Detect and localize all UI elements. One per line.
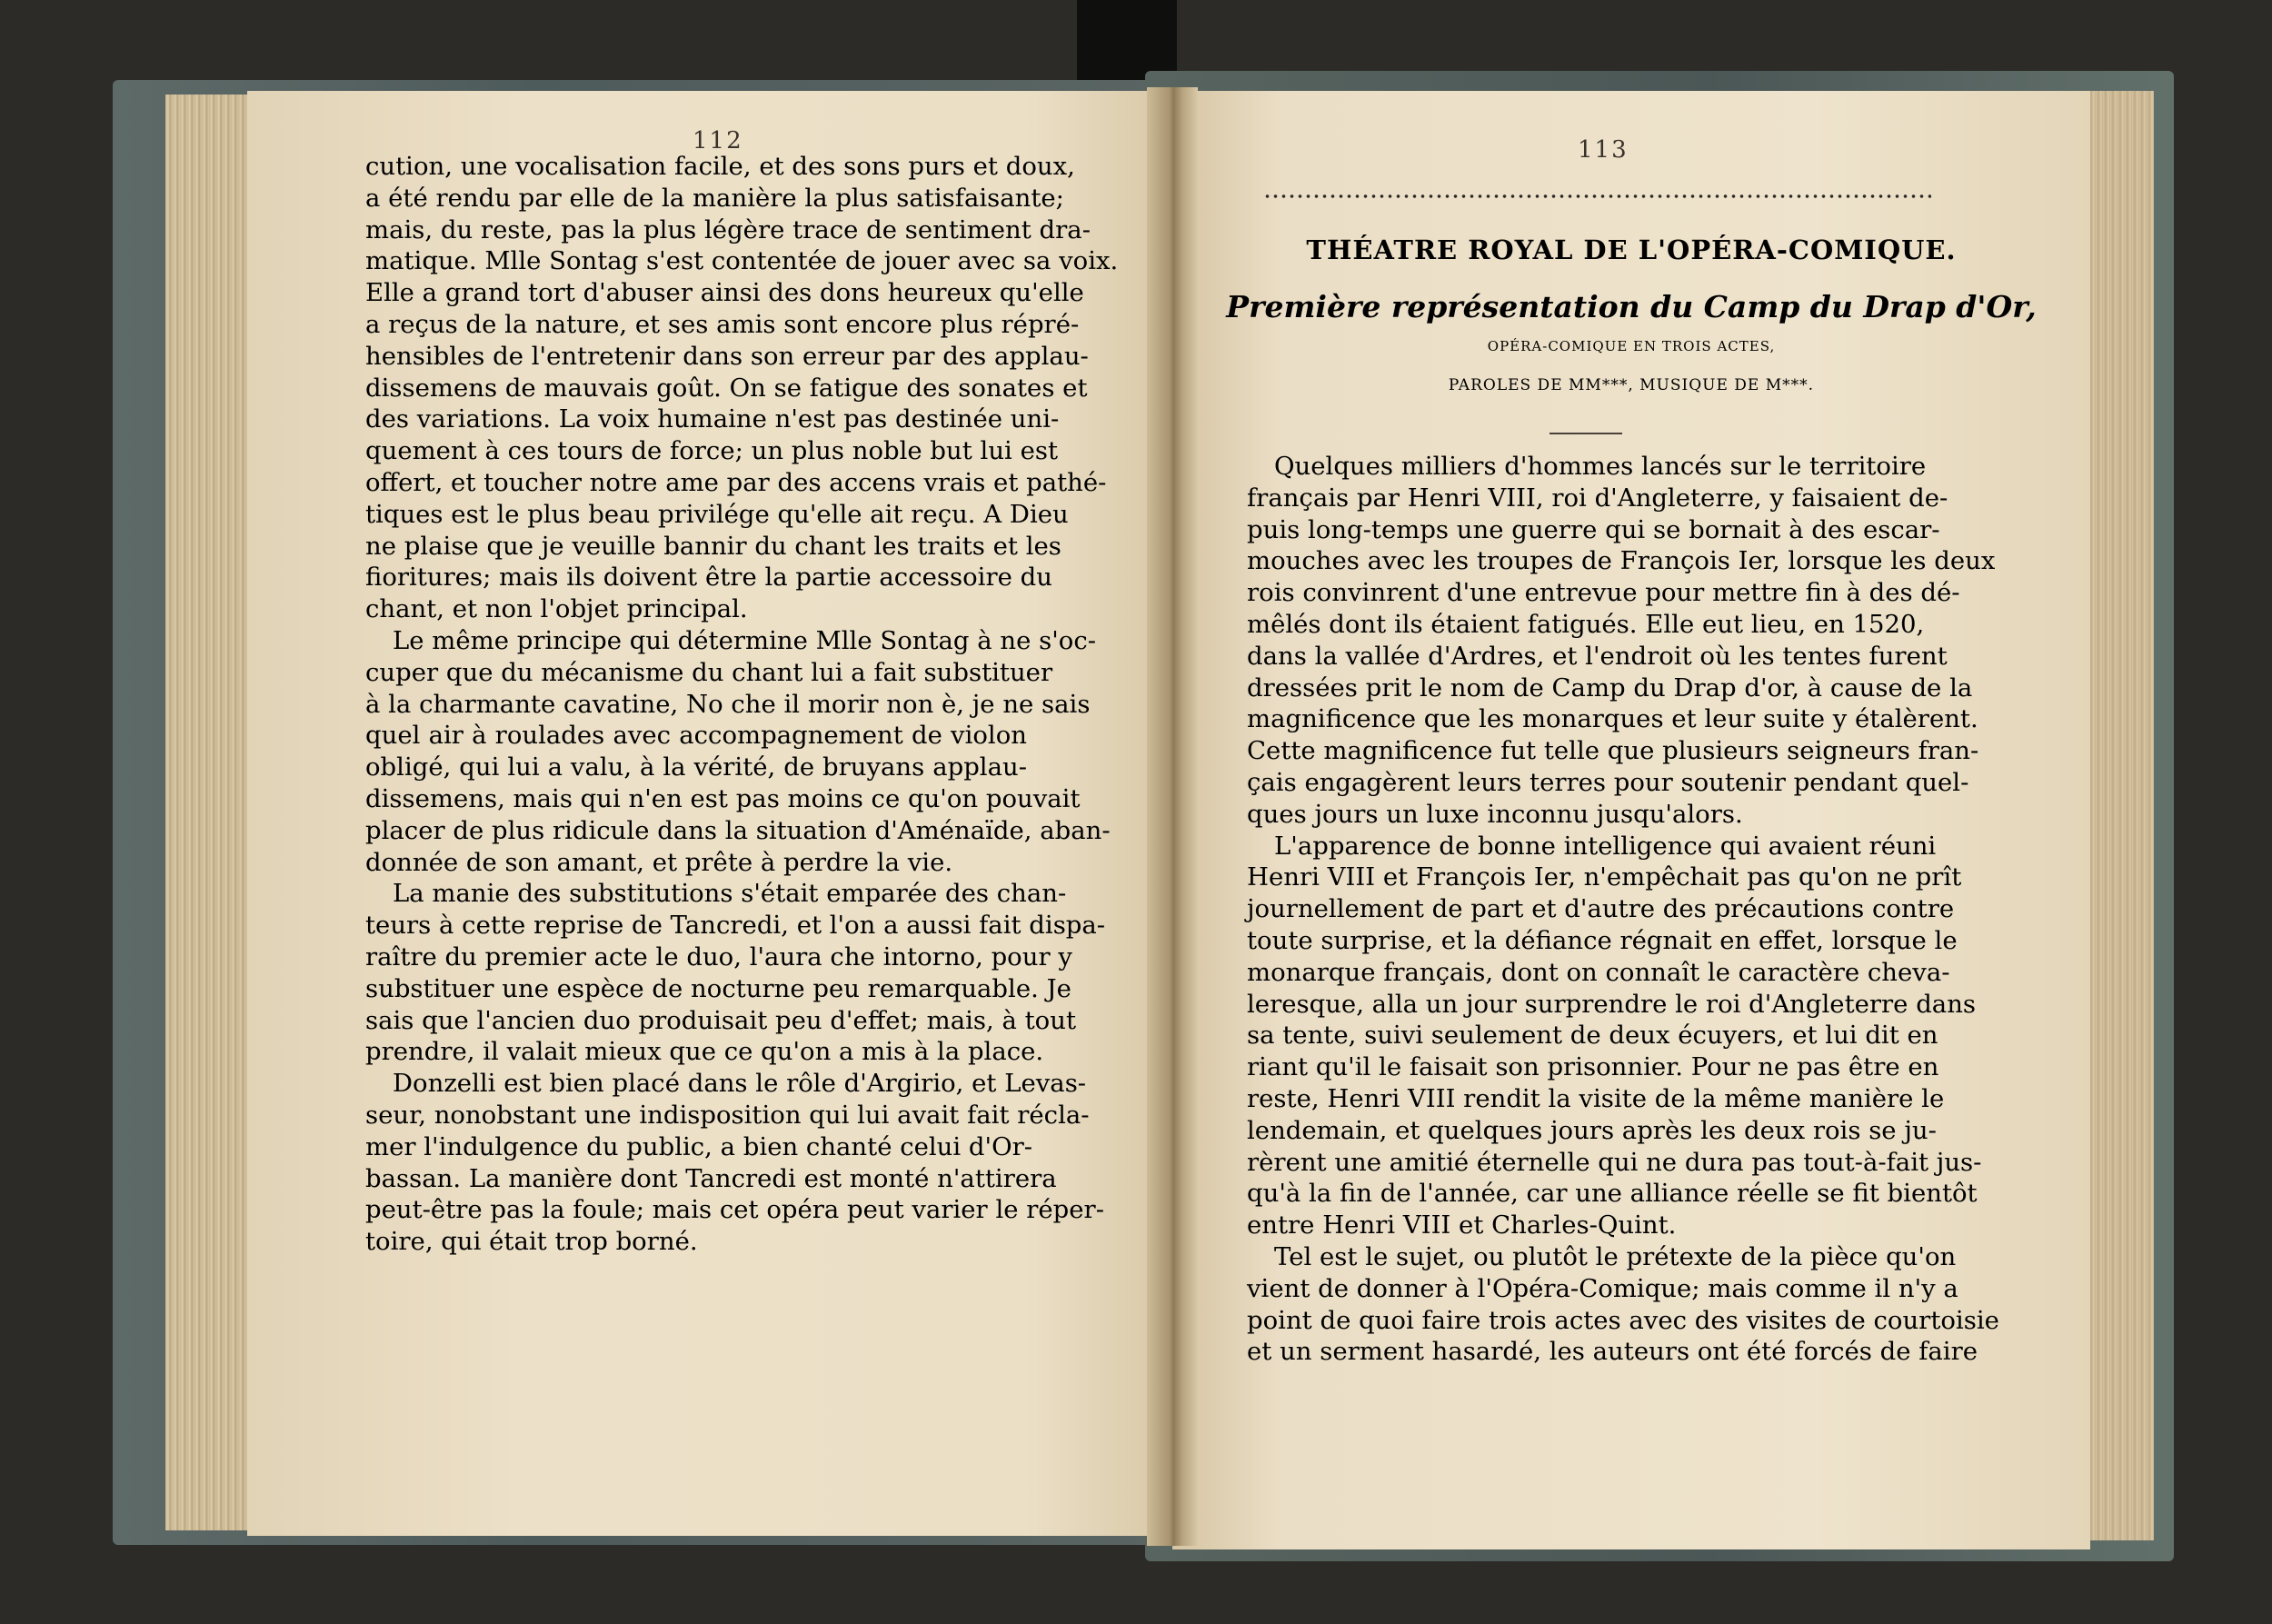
text-line: puis long-temps une guerre qui se bornait à des escar- — [1247, 514, 1940, 544]
text-line: toire, qui était trop borné. — [365, 1227, 698, 1257]
credits-line: PAROLES DE MM***, MUSIQUE DE M***. — [1448, 376, 1815, 394]
text-line: chant, et non l'objet principal. — [365, 594, 748, 624]
text-line: Quelques milliers d'hommes lancés sur le territoire — [1274, 452, 1927, 481]
right-page-edges — [2081, 91, 2154, 1540]
text-line: reste, Henri VIII rendit la visite de la même manière le — [1247, 1083, 1945, 1113]
text-line: matique. Mlle Sontag s'est contentée de jouer avec sa voix. — [365, 246, 1119, 276]
text-line: vient de donner à l'Opéra-Comique; mais comme il n'y a — [1247, 1273, 1958, 1303]
text-line: ne plaise que je veuille bannir du chant les traits et les — [365, 531, 1061, 561]
text-line: rois convinrent d'une entrevue pour mettre fin à des dé- — [1247, 578, 1960, 608]
right-page-text — [1247, 451, 1999, 1368]
text-line: Henri VIII et François Ier, n'empêchait pas qu'on ne prît — [1247, 862, 1962, 892]
text-line: mouches avec les troupes de François Ier, lorsque les deux — [1247, 546, 1996, 576]
text-line: des variations. La voix humaine n'est pas destinée uni- — [365, 404, 1060, 434]
text-line: rèrent une amitié éternelle qui ne dura pas tout-à-fait jus- — [1247, 1147, 1982, 1177]
short-rule — [1550, 433, 1622, 434]
text-line: leresque, alla un jour surprendre le roi d'Angleterre dans — [1247, 989, 1977, 1019]
text-line: a reçus de la nature, et ses amis sont encore plus répré- — [365, 309, 1080, 339]
text-line: tiques est le plus beau privilége qu'elle ait reçu. A Dieu — [365, 499, 1069, 529]
text-line: dissemens de mauvais goût. On se fatigue des sonates et — [365, 373, 1088, 403]
text-line: hensibles de l'entretenir dans son erreur par des applau- — [365, 341, 1089, 371]
genre-line: OPÉRA-COMIQUE EN TROIS ACTES, — [1487, 338, 1776, 354]
text-line: Cette magnificence fut telle que plusieurs seigneurs fran- — [1247, 736, 1979, 766]
text-line: quement à ces tours de force; un plus noble but lui est — [365, 436, 1059, 466]
text-line: seur, nonobstant une indisposition qui lui avait fait récla- — [365, 1100, 1090, 1130]
text-line: qu'à la fin de l'année, car une alliance réelle se fit bientôt — [1247, 1179, 1978, 1209]
text-line: quel air à roulades avec accompagnement de violon — [365, 721, 1027, 751]
text-line: lendemain, et quelques jours après les deux rois se ju- — [1247, 1115, 1937, 1145]
text-line: et un serment hasardé, les auteurs ont été forcés de faire — [1247, 1337, 1978, 1367]
text-line: bassan. La manière dont Tancredi est monté n'attirera — [365, 1163, 1057, 1193]
text-line: toute surprise, et la défiance régnait en effet, lorsque le — [1247, 925, 1958, 955]
text-line: à la charmante cavatine, No che il morir non è, je ne sais — [365, 689, 1091, 719]
text-line: substituer une espèce de nocturne peu remarquable. Je — [365, 973, 1071, 1003]
section-subheading: Première représentation du Camp du Drap d'Or, — [1226, 289, 2037, 324]
text-line: mer l'indulgence du public, a bien chanté celui d'Or- — [365, 1131, 1033, 1161]
text-line: peut-être pas la foule; mais cet opéra peut varier le réper- — [365, 1195, 1104, 1225]
right-page-number: 113 — [1578, 136, 1629, 164]
left-page-number: 112 — [693, 127, 743, 154]
text-line: dans la vallée d'Ardres, et l'endroit où les tentes furent — [1247, 641, 1948, 671]
section-heading: THÉATRE ROYAL DE L'OPÉRA-COMIQUE. — [1306, 234, 1957, 265]
text-line: Elle a grand tort d'abuser ainsi des dons heureux qu'elle — [365, 278, 1084, 308]
text-line: raître du premier acte le duo, l'aura che intorno, pour y — [365, 942, 1072, 971]
text-line: teurs à cette reprise de Tancredi, et l'on a aussi fait dispa- — [365, 911, 1106, 941]
text-line: Donzelli est bien placé dans le rôle d'Argirio, et Levas- — [393, 1069, 1087, 1099]
text-line: fioritures; mais ils doivent être la partie accessoire du — [365, 563, 1052, 593]
text-line: offert, et toucher notre ame par des accens vrais et pathé- — [365, 467, 1107, 497]
text-line: donnée de son amant, et prête à perdre la vie. — [365, 847, 953, 877]
text-line: prendre, il valait mieux que ce qu'on a mis à la place. — [365, 1037, 1044, 1067]
text-line: dissemens, mais qui n'en est pas moins ce qu'on pouvait — [365, 783, 1081, 813]
text-line: sa tente, suivi seulement de deux écuyers, et lui dit en — [1247, 1021, 1938, 1051]
dotted-ornament-rule — [1263, 191, 1931, 202]
text-line: point de quoi faire trois actes avec des visites de courtoisie — [1247, 1305, 1999, 1335]
text-line: Tel est le sujet, ou plutôt le prétexte de la pièce qu'on — [1274, 1241, 1957, 1271]
text-line: français par Henri VIII, roi d'Angleterre, y faisaient de- — [1247, 483, 1948, 513]
text-line: cuper que du mécanisme du chant lui a fait substituer — [365, 657, 1053, 687]
text-line: entre Henri VIII et Charles-Quint. — [1247, 1211, 1677, 1240]
text-line: mêlés dont ils étaient fatigués. Elle eut lieu, en 1520, — [1247, 609, 1925, 639]
text-line: riant qu'il le faisait son prisonnier. Pour ne pas être en — [1247, 1052, 1939, 1082]
text-line: çais engagèrent leurs terres pour soutenir pendant quel- — [1247, 767, 1969, 797]
text-line: mais, du reste, pas la plus légère trace de sentiment dra- — [365, 214, 1091, 244]
text-line: cution, une vocalisation facile, et des sons purs et doux, — [365, 152, 1075, 181]
text-line: journellement de part et d'autre des précautions contre — [1247, 894, 1955, 924]
text-line: sais que l'ancien duo produisait peu d'effet; mais, à tout — [365, 1005, 1077, 1035]
text-line: obligé, qui lui a valu, à la vérité, de bruyans applau- — [365, 752, 1027, 782]
text-line: monarque français, dont on connaît le caractère cheva- — [1247, 957, 1950, 987]
text-line: placer de plus ridicule dans la situation d'Aménaïde, aban- — [365, 815, 1111, 845]
left-page-text — [365, 151, 1119, 1258]
text-line: ques jours un luxe inconnu jusqu'alors. — [1247, 799, 1743, 829]
text-line: La manie des substitutions s'était emparée des chan- — [393, 879, 1067, 909]
text-line: a été rendu par elle de la manière la plus satisfaisante; — [365, 183, 1064, 213]
text-line: Le même principe qui détermine Mlle Sontag à ne s'oc- — [393, 625, 1097, 655]
text-line: L'apparence de bonne intelligence qui avaient réuni — [1274, 831, 1937, 861]
text-line: magnificence que les monarques et leur suite y étalèrent. — [1247, 704, 1978, 734]
text-line: dressées prit le nom de Camp du Drap d'or, à cause de la — [1247, 673, 1973, 702]
left-page-edges — [165, 95, 256, 1530]
